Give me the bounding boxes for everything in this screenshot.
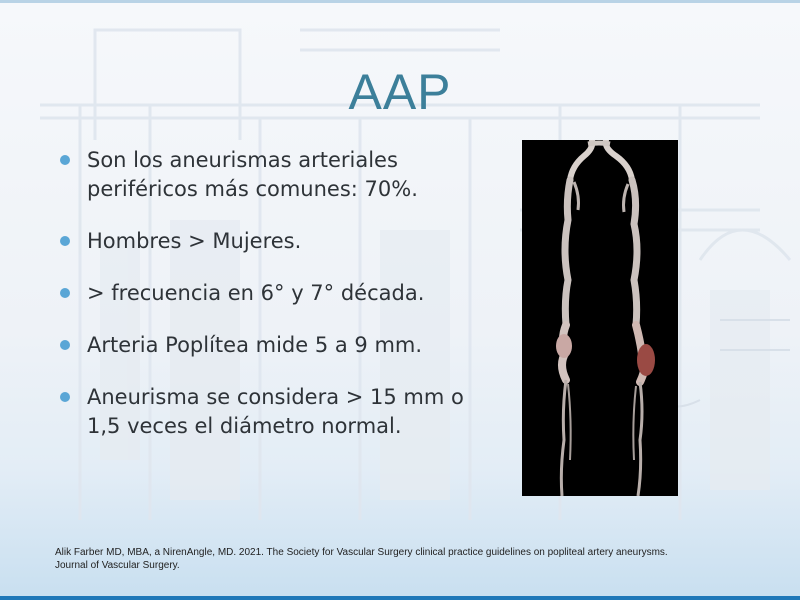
bullet-text: > frecuencia en 6° y 7° década. <box>87 281 425 305</box>
bullet-text: Arteria Poplítea mide 5 a 9 mm. <box>87 333 423 357</box>
bullet-list <box>58 146 478 464</box>
bullet-item <box>58 279 478 308</box>
top-accent-bar <box>0 0 800 3</box>
citation-line: Alik Farber MD, MBA, a NirenAngle, MD. 2021. The Society for Vascular Surgery clinical practice guidelines on popliteal artery aneurysms. <box>55 547 668 558</box>
bullet-item <box>58 146 478 204</box>
bullet-dot-icon <box>60 392 70 402</box>
bullet-text: Aneurisma se considera > 15 mm o 1,5 veces el diámetro normal. <box>87 385 464 438</box>
bullet-item <box>58 383 478 441</box>
angiography-image <box>522 140 678 496</box>
bottom-accent-bar <box>0 596 800 600</box>
bullet-dot-icon <box>60 236 70 246</box>
bullet-text: Hombres > Mujeres. <box>87 229 302 253</box>
bullet-item <box>58 331 478 360</box>
bullet-text: Son los aneurismas arteriales periféricos más comunes: 70%. <box>87 148 418 201</box>
citation-line: Journal of Vascular Surgery. <box>55 560 180 571</box>
citation <box>55 546 755 572</box>
bullet-dot-icon <box>60 340 70 350</box>
bullet-dot-icon <box>60 288 70 298</box>
angiography-3d-icon <box>522 140 678 496</box>
slide-title: AAP <box>348 64 452 120</box>
bullet-dot-icon <box>60 155 70 165</box>
bullet-item <box>58 227 478 256</box>
